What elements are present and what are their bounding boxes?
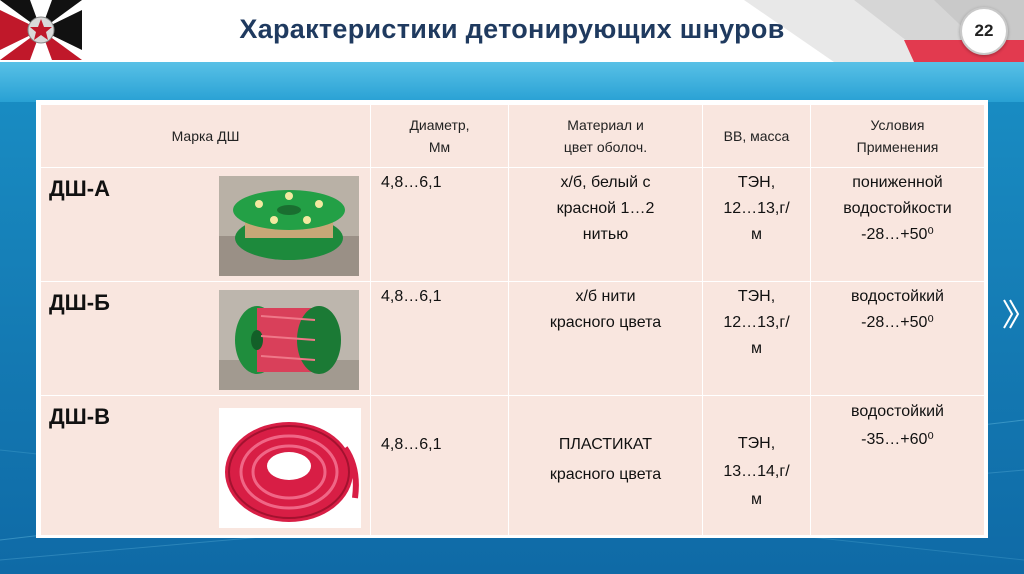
diameter-cell: 4,8…6,1 <box>371 168 509 282</box>
green-spool-red-cord-image <box>219 290 359 390</box>
brand-cell <box>41 396 371 536</box>
material-cell: ПЛАСТИКАТ красного цвета <box>509 396 703 536</box>
page-number-badge: 22 <box>960 7 1008 55</box>
material-cell: х/б нити красного цвета <box>509 282 703 396</box>
conditions-cell: водостойкий -28…+50⁰ <box>811 282 985 396</box>
table-row <box>41 396 985 536</box>
diameter-cell: 4,8…6,1 <box>371 282 509 396</box>
conditions-cell: пониженной водостойкости -28…+50⁰ <box>811 168 985 282</box>
red-plastic-cord-coil-image <box>219 408 361 528</box>
column-header-material: Материал и цвет оболоч. <box>509 105 703 168</box>
column-header-conditions: Условия Применения <box>811 105 985 168</box>
explosive-cell: ТЭН, 12…13,г/ м <box>703 282 811 396</box>
explosive-cell: ТЭН, 13…14,г/ м <box>703 396 811 536</box>
column-header-diameter: Диаметр, Мм <box>371 105 509 168</box>
column-header-brand: Марка ДШ <box>41 105 371 168</box>
characteristics-table <box>36 100 988 538</box>
brand-label: ДШ-В <box>49 404 110 429</box>
brand-cell <box>41 282 371 396</box>
table-row <box>41 168 985 282</box>
brand-cell <box>41 168 371 282</box>
conditions-cell: водостойкий -35…+60⁰ <box>811 396 985 536</box>
table-header-row <box>41 105 985 168</box>
explosive-cell: ТЭН, 12…13,г/ м <box>703 168 811 282</box>
green-spool-beige-cord-image <box>219 176 359 276</box>
brand-label: ДШ-Б <box>49 290 110 315</box>
material-cell: х/б, белый с красной 1…2 нитью <box>509 168 703 282</box>
table-row <box>41 282 985 396</box>
column-header-explosive: ВВ, масса <box>703 105 811 168</box>
brand-label: ДШ-А <box>49 176 110 201</box>
slide-title: Характеристики детонирующих шнуров <box>239 14 785 44</box>
diameter-cell: 4,8…6,1 <box>371 396 509 536</box>
